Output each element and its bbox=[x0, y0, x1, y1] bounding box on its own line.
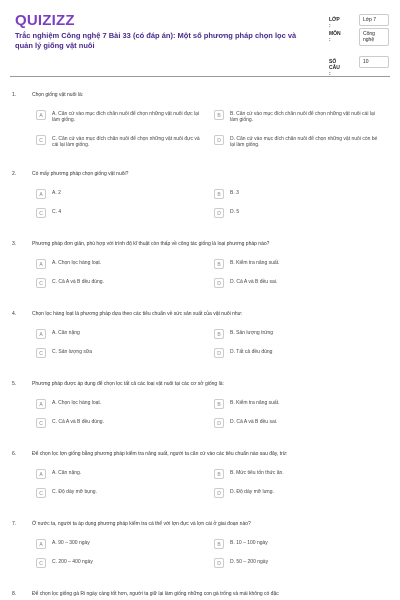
option-d[interactable] bbox=[214, 348, 384, 362]
option-letter-box[interactable]: C bbox=[36, 488, 46, 498]
option-text: A. Căn cứ vào mục đích chăn nuôi để chọn những vật nuôi đực lại làm giống. bbox=[52, 111, 200, 123]
option-text: C. Độ dày mỡ bụng. bbox=[52, 489, 97, 495]
question-number: 5. bbox=[12, 381, 17, 387]
option-d[interactable] bbox=[214, 558, 384, 572]
option-b[interactable] bbox=[214, 399, 384, 413]
question-number: 6. bbox=[12, 451, 17, 457]
option-text: B. Sản lượng trứng bbox=[230, 330, 274, 336]
option-text: D. Độ dày mỡ lưng. bbox=[230, 489, 274, 495]
question-number: 8. bbox=[12, 591, 17, 597]
option-letter-box[interactable]: A bbox=[36, 189, 46, 199]
option-c[interactable] bbox=[36, 348, 206, 362]
option-letter-box[interactable]: B bbox=[214, 259, 224, 269]
option-letter-box[interactable]: D bbox=[214, 418, 224, 428]
question-text: Phương pháp đơn giản, phù hợp với trình độ kĩ thuật còn thấp về công tác giống là loại phương pháp nào? bbox=[32, 241, 270, 247]
option-c[interactable] bbox=[36, 135, 206, 149]
option-a[interactable] bbox=[36, 259, 206, 273]
option-c[interactable] bbox=[36, 418, 206, 432]
option-letter-box[interactable]: A bbox=[36, 469, 46, 479]
question-number: 1. bbox=[12, 92, 17, 98]
option-letter-box[interactable]: B bbox=[214, 469, 224, 479]
option-b[interactable] bbox=[214, 539, 384, 553]
option-text: B. Mức tiêu tốn thức ăn. bbox=[230, 470, 284, 476]
option-text: A. Chọn lọc hàng loạt. bbox=[52, 400, 102, 406]
option-letter-box[interactable]: D bbox=[214, 558, 224, 568]
page-title: Trắc nghiệm Công nghệ 7 Bài 33 (có đáp án): Một số phương pháp chọn lọc và quản lý giống vật nuôi bbox=[15, 31, 297, 50]
subject-value: Công nghệ bbox=[359, 28, 389, 46]
option-c[interactable] bbox=[36, 278, 206, 292]
option-text: D. 5 bbox=[230, 209, 240, 215]
option-text: A. Cân nặng bbox=[52, 330, 80, 336]
class-value: Lớp 7 bbox=[359, 14, 389, 26]
option-b[interactable] bbox=[214, 259, 384, 273]
option-d[interactable] bbox=[214, 208, 384, 222]
option-letter-box[interactable]: A bbox=[36, 110, 46, 120]
question-text: Để chọn lọc lợn giống bằng phương pháp kiểm tra năng suất, người ta căn cứ vào các tiêu chuẩn nào sau đây, trừ: bbox=[32, 451, 288, 457]
option-text: D. Cả A và B đều sai. bbox=[230, 419, 278, 425]
question-number: 7. bbox=[12, 521, 17, 527]
option-text: A. Chọn lọc hàng loạt. bbox=[52, 260, 102, 266]
option-letter-box[interactable]: B bbox=[214, 399, 224, 409]
option-letter-box[interactable]: B bbox=[214, 539, 224, 549]
option-letter-box[interactable]: D bbox=[214, 348, 224, 358]
option-b[interactable] bbox=[214, 469, 384, 483]
option-text: B. Căn cứ vào mục đích chăn nuôi để chọn những vật nuôi cái lại làm giống. bbox=[230, 111, 375, 123]
brand-logo[interactable]: QUIZIZZ bbox=[15, 12, 75, 29]
option-a[interactable] bbox=[36, 469, 206, 483]
option-text: B. Kiểm tra năng suất. bbox=[230, 400, 280, 406]
option-letter-box[interactable]: D bbox=[214, 208, 224, 218]
option-text: C. Căn cứ vào mục đích chăn nuôi để chọn những vật nuôi đực và cái lại làm giống. bbox=[52, 136, 200, 148]
option-letter-box[interactable]: B bbox=[214, 189, 224, 199]
question-number: 4. bbox=[12, 311, 17, 317]
option-letter-box[interactable]: A bbox=[36, 539, 46, 549]
option-text: D. 50 – 200 ngày bbox=[230, 559, 269, 565]
count-label: SỐ CÂU : bbox=[329, 59, 340, 77]
question-text: Chọn lọc hàng loạt là phương pháp dựa theo các tiêu chuẩn về sức sản xuất của vật nuôi như: bbox=[32, 311, 243, 317]
option-b[interactable] bbox=[214, 189, 384, 203]
option-letter-box[interactable]: C bbox=[36, 208, 46, 218]
option-text: B. 10 – 100 ngày bbox=[230, 540, 268, 546]
option-letter-box[interactable]: C bbox=[36, 558, 46, 568]
option-letter-box[interactable]: C bbox=[36, 348, 46, 358]
option-a[interactable] bbox=[36, 329, 206, 343]
option-a[interactable] bbox=[36, 110, 206, 124]
option-letter-box[interactable]: A bbox=[36, 399, 46, 409]
option-text: C. Cả A và B đều đúng. bbox=[52, 419, 104, 425]
option-text: D. Cả A và B đều sai. bbox=[230, 279, 278, 285]
header-divider bbox=[10, 76, 390, 77]
subject-label: MÔN : bbox=[329, 31, 341, 43]
option-letter-box[interactable]: B bbox=[214, 110, 224, 120]
option-text: C. Cả A và B đều đúng. bbox=[52, 279, 104, 285]
option-text: B. Kiểm tra năng suất. bbox=[230, 260, 280, 266]
option-letter-box[interactable]: A bbox=[36, 259, 46, 269]
option-letter-box[interactable]: D bbox=[214, 488, 224, 498]
option-a[interactable] bbox=[36, 539, 206, 553]
option-text: B. 3 bbox=[230, 190, 239, 196]
question-text: Chọn giống vật nuôi là: bbox=[32, 92, 84, 98]
question-text: Có mấy phương pháp chọn giống vật nuôi? bbox=[32, 171, 129, 177]
option-letter-box[interactable]: C bbox=[36, 278, 46, 288]
option-text: C. 200 – 400 ngày bbox=[52, 559, 93, 565]
option-text: A. Cân nặng. bbox=[52, 470, 82, 476]
option-letter-box[interactable]: D bbox=[214, 135, 224, 145]
question-text: Phương pháp được áp dụng để chọn lọc tất cả các loại vật nuôi tại các cơ sở giống là: bbox=[32, 381, 224, 387]
question-number: 3. bbox=[12, 241, 17, 247]
question-number: 2. bbox=[12, 171, 17, 177]
option-c[interactable] bbox=[36, 208, 206, 222]
option-letter-box[interactable]: B bbox=[214, 329, 224, 339]
option-text: D. Tất cả đều đúng bbox=[230, 349, 273, 355]
option-letter-box[interactable]: C bbox=[36, 135, 46, 145]
option-text: A. 2 bbox=[52, 190, 61, 196]
option-letter-box[interactable]: D bbox=[214, 278, 224, 288]
option-a[interactable] bbox=[36, 189, 206, 203]
option-text: D. Căn cứ vào mục đích chăn nuôi để chọn những vật nuôi còn bé lại làm giống. bbox=[230, 136, 378, 148]
option-text: C. Sản lượng sữa bbox=[52, 349, 92, 355]
option-b[interactable] bbox=[214, 110, 384, 124]
class-label: LỚP : bbox=[329, 17, 340, 29]
option-c[interactable] bbox=[36, 488, 206, 502]
option-c[interactable] bbox=[36, 558, 206, 572]
option-letter-box[interactable]: C bbox=[36, 418, 46, 428]
option-a[interactable] bbox=[36, 399, 206, 413]
option-letter-box[interactable]: A bbox=[36, 329, 46, 339]
question-text: Ở nước ta, người ta áp dụng phương pháp kiểm tra cá thể với lợn đực và lợn cái ở giai đoạn nào? bbox=[32, 521, 251, 527]
count-value: 10 bbox=[359, 56, 389, 68]
option-text: A. 90 – 300 ngày bbox=[52, 540, 90, 546]
option-d[interactable] bbox=[214, 418, 384, 432]
option-b[interactable] bbox=[214, 329, 384, 343]
option-d[interactable] bbox=[214, 488, 384, 502]
option-d[interactable] bbox=[214, 278, 384, 292]
option-text: C. 4 bbox=[52, 209, 62, 215]
option-d[interactable] bbox=[214, 135, 384, 149]
question-text: Để chọn lọc giống gà Ri ngày càng tốt hơn, người ta giữ lại làm giống những con gà trống và mái không có đặc bbox=[32, 591, 279, 597]
